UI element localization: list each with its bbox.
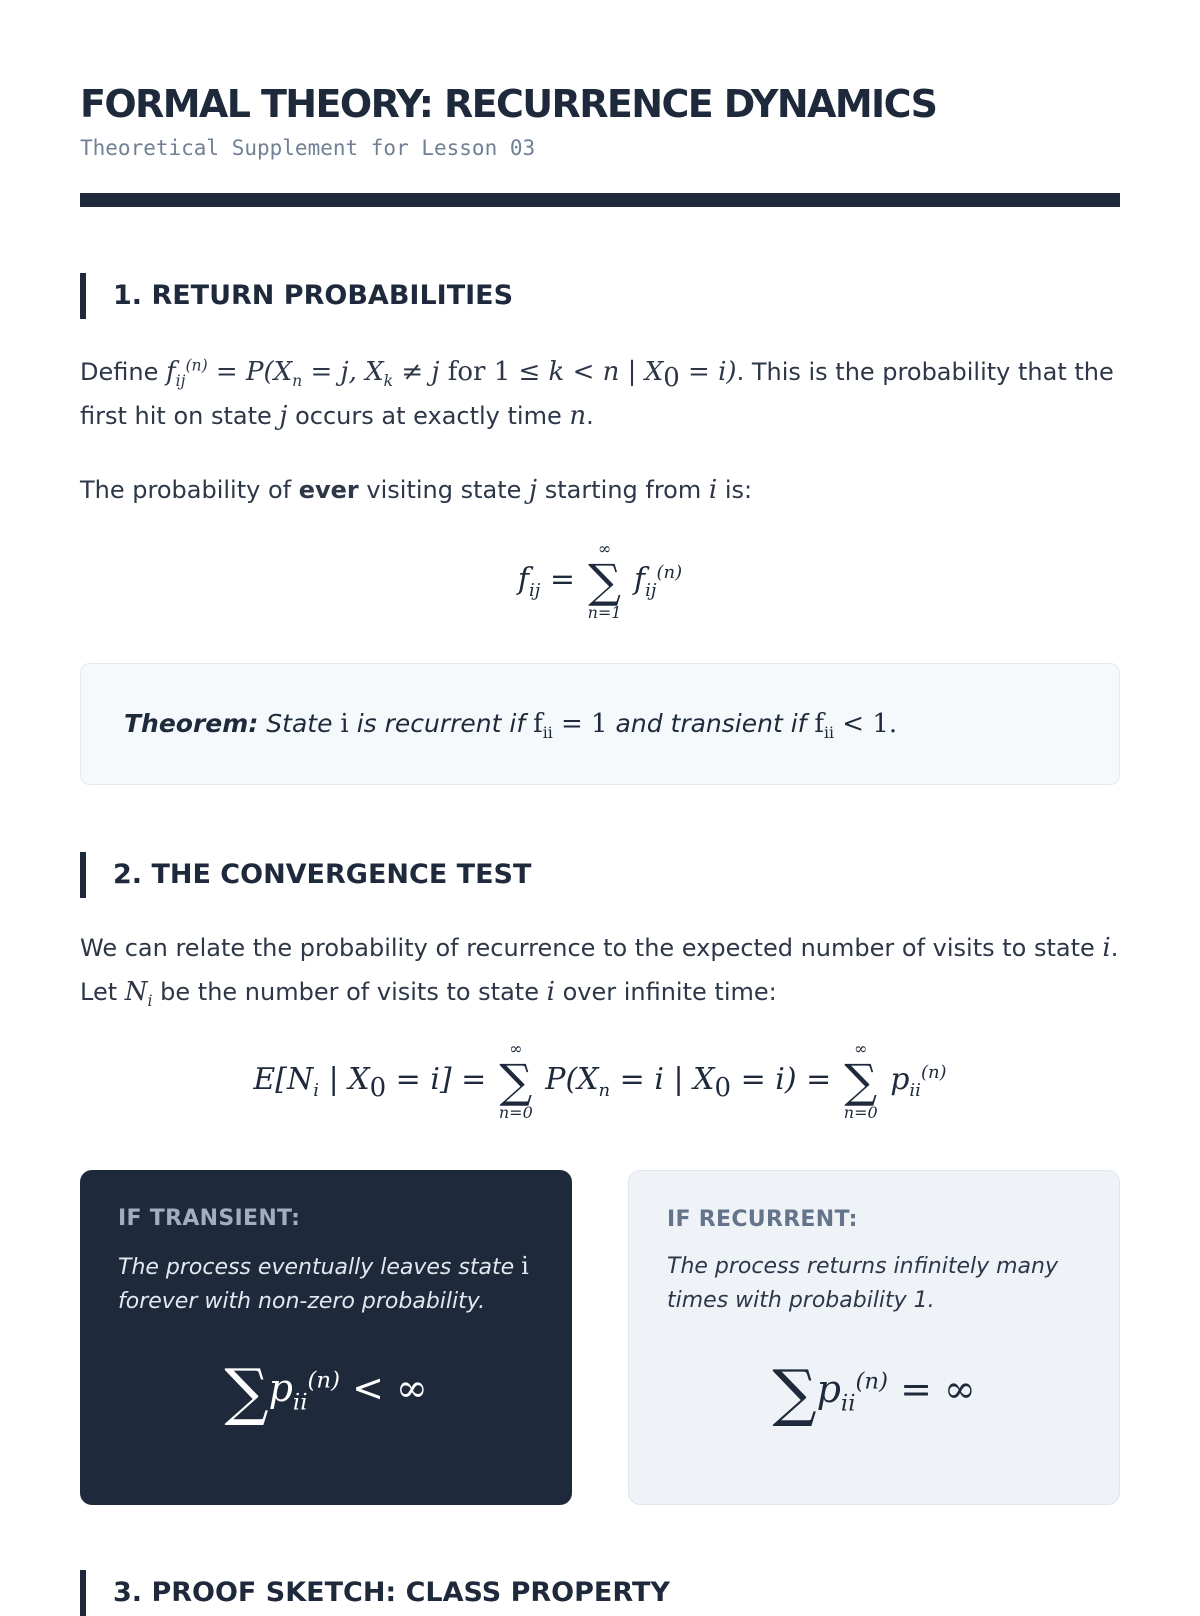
section-2-paragraph: [80, 926, 1120, 1014]
text-define: Define: [80, 358, 159, 386]
var-i: i: [1102, 933, 1111, 963]
recurrent-text: The process returns infinitely many times with probability 1.: [667, 1254, 1059, 1313]
text-prob-of: The probability of: [80, 476, 292, 504]
var-i: i: [708, 475, 718, 505]
document-page: [80, 0, 1120, 1608]
section-1-paragraph-2: [80, 468, 1120, 512]
section-3-heading: 3. PROOF SKETCH: CLASS PROPERTY: [80, 1570, 670, 1616]
text-definition-tail: . This is the probability that the first hit on state: [80, 358, 1114, 430]
transient-card: [80, 1170, 572, 1505]
var-i: i: [546, 977, 555, 1007]
text-visiting-state: visiting state: [366, 476, 522, 504]
recurrent-formula: $\sum p_{ii}^{(n)}$ = ∞: [772, 1356, 976, 1429]
theorem-text-a: State: [266, 709, 333, 738]
section-1-paragraph-1: Define $f_{ij}^{(n)} = P(X_n = j$, $X_k \ne j$ for 1 ≤ k < n | $X_0 = i$). This is the probability that the first hit on state j occurs at exactly time n.: [80, 356, 1114, 431]
formula-ever-visit: $f_{ij}$ = ∞ ∑ n=1 $f_{ij}^{(n)}$: [517, 539, 683, 622]
var-j: j: [529, 475, 538, 505]
text-definition-end: occurs at exactly time: [295, 402, 562, 430]
transient-formula: $\sum p_{ii}^{(n)}$ < ∞: [224, 1355, 428, 1428]
section-1-heading: 1. RETURN PROBABILITIES: [80, 273, 513, 319]
page-title: FORMAL THEORY: RECURRENCE DYNAMICS: [80, 82, 937, 126]
text-starting-from: starting from: [544, 476, 702, 504]
transient-label: IF TRANSIENT:: [118, 1206, 301, 1231]
text-let: . Let: [80, 934, 1119, 1006]
formula-expected-visits: $E[N_i$ | $X_0 = i$] = ∞ ∑ n=0 $P(X_n = i$ | $X_0 = i$) = ∞ ∑ n=0 $p_{ii}^{(n)}$: [253, 1039, 947, 1122]
transient-text: The process eventually leaves state i forever with non-zero probability.: [118, 1252, 529, 1314]
header-divider: [80, 193, 1120, 207]
theorem-text-c: and transient if: [615, 709, 807, 738]
var-n: n: [569, 401, 587, 431]
theorem-text-b: is recurrent if: [356, 709, 526, 738]
theorem-label: Theorem:: [124, 709, 259, 738]
text-number-of-visits: be the number of visits to state: [160, 978, 539, 1006]
page-subtitle: Theoretical Supplement for Lesson 03: [80, 136, 536, 160]
recurrent-card: [628, 1170, 1120, 1505]
formula-first-passage: $f_{ij}^{(n)} = P(X_n = j$, $X_k \ne j$ for 1 ≤ k < n | $X_0 = i$): [165, 356, 737, 394]
recurrent-label: IF RECURRENT:: [667, 1207, 858, 1232]
text-relate: We can relate the probability of recurrence to the expected number of visits to state: [80, 934, 1095, 962]
var-Ni: $N_i$: [124, 977, 153, 1011]
var-j: j: [279, 401, 288, 431]
theorem-box: Theorem: State i is recurrent if $f_{ii} = 1$ and transient if $f_{ii} < 1$.: [80, 663, 1120, 785]
section-2-heading: 2. THE CONVERGENCE TEST: [80, 852, 531, 898]
text-ever: ever: [298, 476, 359, 504]
text-is: is:: [724, 476, 753, 504]
text-infinite-time: over infinite time:: [562, 978, 777, 1006]
